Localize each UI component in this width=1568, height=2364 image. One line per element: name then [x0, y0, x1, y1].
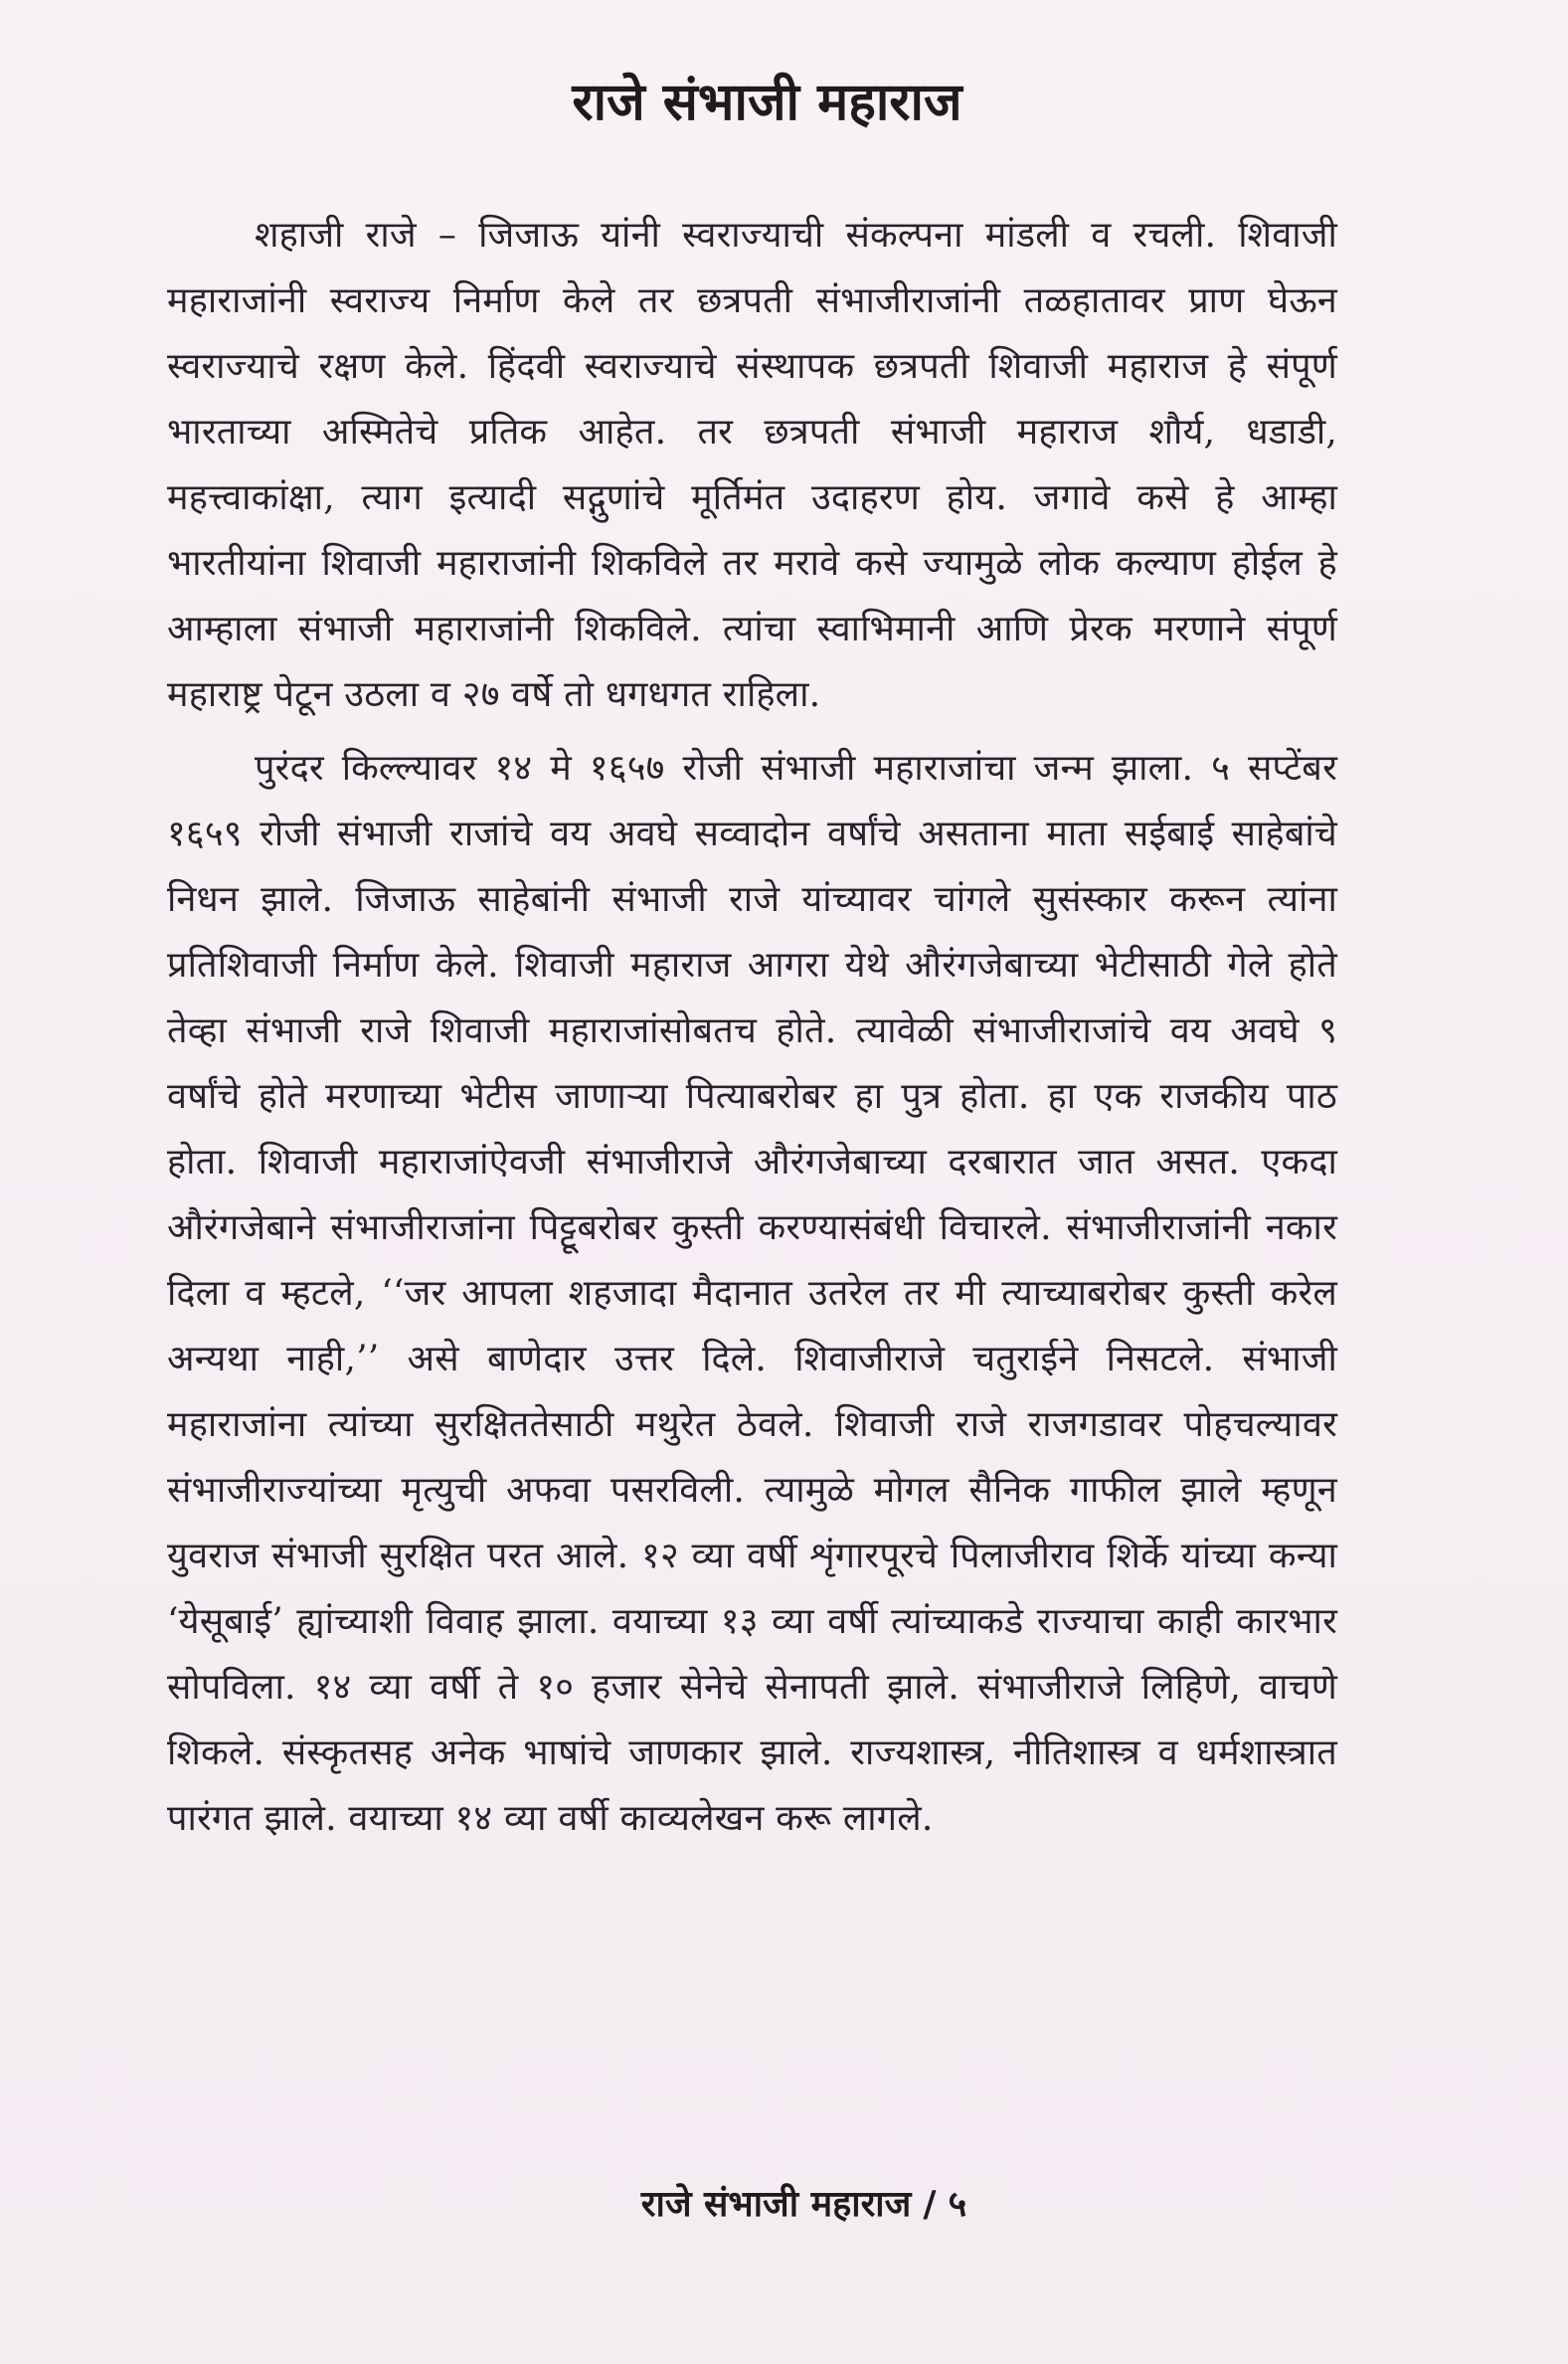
page-footer: [0, 2178, 1568, 2227]
body-text: [167, 203, 1337, 1852]
page-title: राजे संभाजी महाराज: [572, 73, 962, 132]
footer-book-title: राजे संभाजी महाराज: [640, 2184, 912, 2225]
paragraph-2: पुरंदर किल्ल्यावर १४ मे १६५७ रोजी संभाजी महाराजांचा जन्म झाला. ५ सप्टेंबर १६५९ रोजी संभाजी राजांचे वय अवघे सव्वादोन वर्षांचे असताना माता सईबाई साहेबांचे निधन झाले. जिजाऊ साहेबांनी संभाजी राजे यांच्यावर चांगले सुसंस्कार करून त्यांना प्रतिशिवाजी निर्माण केले. शिवाजी महाराज आगरा येथे औरंगजेबाच्या भेटीसाठी गेले होते तेव्हा संभाजी राजे शिवाजी महाराजांसोबतच होते. त्यावेळी संभाजीराजांचे वय अवघे ९ वर्षांचे होते मरणाच्या भेटीस जाणाऱ्या पित्याबरोबर हा पुत्र होता. हा एक राजकीय पाठ होता. शिवाजी महाराजांऐवजी संभाजीराजे औरंगजेबाच्या दरबारात जात असत. एकदा औरंगजेबाने संभाजीराजांना पिट्टूबरोबर कुस्ती करण्यासंबंधी विचारले. संभाजीराजांनी नकार दिला व म्हटले, ‘‘जर आपला शहजादा मैदानात उतरेल तर मी त्याच्याबरोबर कुस्ती करेल अन्यथा नाही,’’ असे बाणेदार उत्तर दिले. शिवाजीराजे चतुराईने निसटले. संभाजी महाराजांना त्यांच्या सुरक्षिततेसाठी मथुरेत ठेवले. शिवाजी राजे राजगडावर पोहचल्यावर संभाजीराज्यांच्या मृत्युची अफवा पसरविली. त्यामुळे मोगल सैनिक गाफील झाले म्हणून युवराज संभाजी सुरक्षित परत आले. १२ व्या वर्षी शृंगारपूरचे पिलाजीराव शिर्के यांच्या कन्या ‘येसूबाई’ ह्यांच्याशी विवाह झाला. वयाच्या १३ व्या वर्षी त्यांच्याकडे राज्याचा काही कारभार सोपविला. १४ व्या वर्षी ते १० हजार सेनेचे सेनापती झाले. संभाजीराजे लिहिणे, वाचणे शिकले. संस्कृतसह अनेक भाषांचे जाणकार झाले. राज्यशास्त्र, नीतिशास्त्र व धर्मशास्त्रात पारंगत झाले. वयाच्या १४ व्या वर्षी काव्यलेखन करू लागले.: [167, 748, 1337, 1840]
paragraph-1: शहाजी राजे – जिजाऊ यांनी स्वराज्याची संकल्पना मांडली व रचली. शिवाजी महाराजांनी स्वराज्य निर्माण केले तर छत्रपती संभाजीराजांनी तळहातावर प्राण घेऊन स्वराज्याचे रक्षण केले. हिंदवी स्वराज्याचे संस्थापक छत्रपती शिवाजी महाराज हे संपूर्ण भारताच्या अस्मितेचे प्रतिक आहेत. तर छत्रपती संभाजी महाराज शौर्य, धडाडी, महत्त्वाकांक्षा, त्याग इत्यादी सद्गुणांचे मूर्तिमंत उदाहरण होय. जगावे कसे हे आम्हा भारतीयांना शिवाजी महाराजांनी शिकविले तर मरावे कसे ज्यामुळे लोक कल्याण होईल हे आम्हाला संभाजी महाराजांनी शिकविले. त्यांचा स्वाभिमानी आणि प्रेरक मरणाने संपूर्ण महाराष्ट्र पेटून उठला व २७ वर्षे तो धगधगत राहिला.: [167, 215, 1337, 716]
footer-separator: /: [923, 2184, 937, 2225]
footer-page-number: ५: [948, 2184, 967, 2225]
